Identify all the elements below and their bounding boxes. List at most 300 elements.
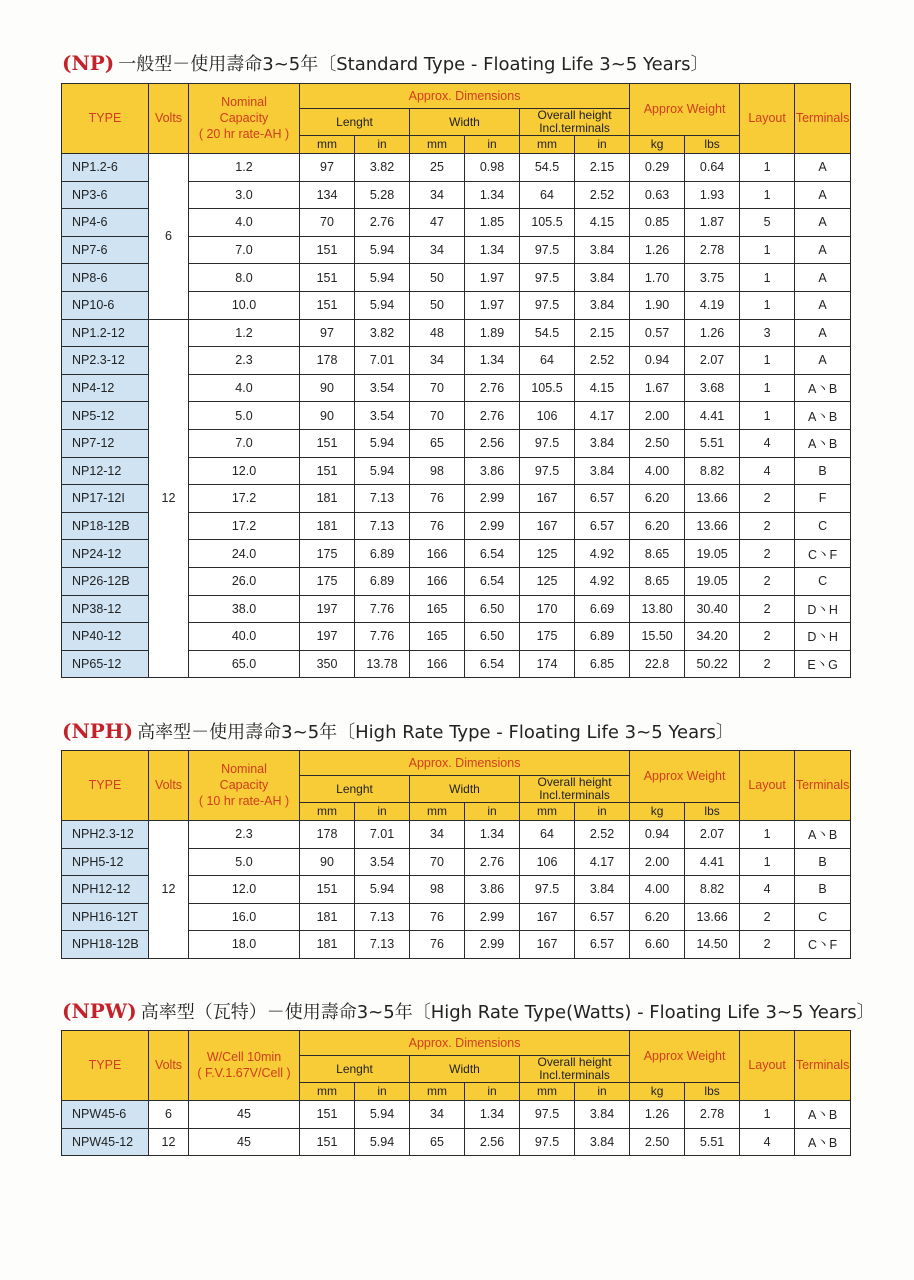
length-in-cell: 5.94 [355, 429, 410, 457]
length-mm-cell: 181 [300, 931, 355, 959]
length-header: Lenght [300, 776, 410, 803]
terminals-cell: A丶B [795, 1101, 851, 1129]
weight-lbs-cell: 3.68 [685, 374, 740, 402]
table-row [62, 1101, 851, 1129]
model-cell: NPW45-6 [62, 1101, 149, 1129]
width-in-cell: 2.99 [465, 512, 520, 540]
width-mm-cell: 34 [410, 347, 465, 375]
model-cell: NP5-12 [62, 402, 149, 430]
height-in-cell: 3.84 [575, 1128, 630, 1156]
terminals-cell: C丶F [795, 931, 851, 959]
length-mm-cell: 181 [300, 485, 355, 513]
height-in-cell: 6.57 [575, 512, 630, 540]
volts-cell: 12 [149, 319, 189, 678]
weight-kg-cell: 13.80 [630, 595, 685, 623]
weight-lbs-cell: 0.64 [685, 154, 740, 182]
capacity-cell: 12.0 [189, 457, 300, 485]
table-row [62, 821, 851, 849]
height-mm-cell: 64 [520, 821, 575, 849]
width-header: Width [410, 109, 520, 136]
terminals-header: Terminals [795, 751, 851, 821]
height-mm-cell: 64 [520, 181, 575, 209]
weight-kg-cell: 2.00 [630, 848, 685, 876]
model-cell: NPH5-12 [62, 848, 149, 876]
height-mm-cell: 167 [520, 903, 575, 931]
height-in-cell: 6.57 [575, 931, 630, 959]
table-row [62, 154, 851, 182]
length-mm-cell: 97 [300, 154, 355, 182]
layout-cell: 2 [740, 595, 795, 623]
length-in-cell: 3.54 [355, 374, 410, 402]
height-in-cell: 2.52 [575, 821, 630, 849]
length-mm-cell: 197 [300, 595, 355, 623]
unit-header-mm: mm [410, 1083, 465, 1101]
approx-dimensions-header: Approx. Dimensions [300, 751, 630, 776]
model-cell: NP24-12 [62, 540, 149, 568]
capacity-cell: 24.0 [189, 540, 300, 568]
layout-header: Layout [740, 751, 795, 821]
width-in-cell: 6.54 [465, 650, 520, 678]
length-in-cell: 5.94 [355, 291, 410, 319]
width-mm-cell: 70 [410, 848, 465, 876]
weight-kg-cell: 8.65 [630, 567, 685, 595]
width-mm-cell: 166 [410, 567, 465, 595]
series-title: 一般型－使用壽命3~5年〔Standard Type - Floating Life 3~5 Years〕 [118, 54, 709, 75]
layout-cell: 2 [740, 650, 795, 678]
overall-height-line: Incl.terminals [539, 788, 610, 802]
weight-lbs-cell: 5.51 [685, 1128, 740, 1156]
width-header: Width [410, 776, 520, 803]
length-in-cell: 2.76 [355, 209, 410, 237]
terminals-cell: A [795, 154, 851, 182]
width-in-cell: 2.99 [465, 931, 520, 959]
height-in-cell: 4.92 [575, 567, 630, 595]
volts-header: Volts [149, 751, 189, 821]
width-in-cell: 6.50 [465, 595, 520, 623]
capacity-cell: 26.0 [189, 567, 300, 595]
capacity-header [189, 1031, 300, 1101]
width-mm-cell: 76 [410, 931, 465, 959]
weight-kg-cell: 15.50 [630, 623, 685, 651]
width-mm-cell: 34 [410, 236, 465, 264]
terminals-cell: A [795, 181, 851, 209]
length-mm-cell: 151 [300, 1128, 355, 1156]
weight-lbs-cell: 8.82 [685, 876, 740, 904]
width-mm-cell: 70 [410, 374, 465, 402]
layout-cell: 4 [740, 876, 795, 904]
overall-height-line: Incl.terminals [539, 121, 610, 135]
model-cell: NP1.2-6 [62, 154, 149, 182]
width-mm-cell: 165 [410, 623, 465, 651]
height-in-cell: 6.85 [575, 650, 630, 678]
width-in-cell: 2.99 [465, 485, 520, 513]
height-mm-cell: 97.5 [520, 457, 575, 485]
length-mm-cell: 151 [300, 236, 355, 264]
height-mm-cell: 97.5 [520, 236, 575, 264]
terminals-cell: E丶G [795, 650, 851, 678]
width-mm-cell: 48 [410, 319, 465, 347]
table-row [62, 1128, 851, 1156]
capacity-cell: 5.0 [189, 848, 300, 876]
unit-header-kg: kg [630, 1083, 685, 1101]
approx-dimensions-header: Approx. Dimensions [300, 84, 630, 109]
height-in-cell: 3.84 [575, 457, 630, 485]
model-cell: NP26-12B [62, 567, 149, 595]
height-in-cell: 3.84 [575, 1101, 630, 1129]
terminals-cell: C [795, 567, 851, 595]
terminals-cell: B [795, 848, 851, 876]
capacity-header-line: Capacity [219, 111, 269, 125]
layout-cell: 3 [740, 319, 795, 347]
weight-kg-cell: 0.57 [630, 319, 685, 347]
width-in-cell: 1.97 [465, 291, 520, 319]
overall-height-header [520, 776, 630, 803]
length-in-cell: 5.94 [355, 876, 410, 904]
width-mm-cell: 98 [410, 457, 465, 485]
width-mm-cell: 76 [410, 485, 465, 513]
length-mm-cell: 97 [300, 319, 355, 347]
width-mm-cell: 166 [410, 540, 465, 568]
approx-weight-header: Approx Weight [630, 1031, 740, 1083]
weight-lbs-cell: 1.93 [685, 181, 740, 209]
weight-kg-cell: 6.20 [630, 512, 685, 540]
layout-cell: 1 [740, 848, 795, 876]
section-title [62, 998, 875, 1024]
capacity-cell: 65.0 [189, 650, 300, 678]
height-mm-cell: 167 [520, 931, 575, 959]
terminals-cell: F [795, 485, 851, 513]
capacity-header-line: ( F.V.1.67V/Cell ) [197, 1066, 291, 1080]
height-mm-cell: 64 [520, 347, 575, 375]
layout-cell: 1 [740, 1101, 795, 1129]
weight-kg-cell: 1.70 [630, 264, 685, 292]
unit-header-mm: mm [300, 1083, 355, 1101]
weight-lbs-cell: 19.05 [685, 567, 740, 595]
height-mm-cell: 97.5 [520, 1101, 575, 1129]
weight-lbs-cell: 5.51 [685, 429, 740, 457]
layout-cell: 1 [740, 154, 795, 182]
weight-lbs-cell: 2.78 [685, 1101, 740, 1129]
model-cell: NPH2.3-12 [62, 821, 149, 849]
length-in-cell: 7.13 [355, 485, 410, 513]
height-mm-cell: 97.5 [520, 429, 575, 457]
height-mm-cell: 54.5 [520, 154, 575, 182]
model-cell: NP1.2-12 [62, 319, 149, 347]
height-mm-cell: 170 [520, 595, 575, 623]
width-mm-cell: 70 [410, 402, 465, 430]
terminals-cell: A [795, 319, 851, 347]
layout-cell: 1 [740, 181, 795, 209]
height-mm-cell: 175 [520, 623, 575, 651]
height-in-cell: 2.15 [575, 319, 630, 347]
weight-lbs-cell: 1.26 [685, 319, 740, 347]
weight-kg-cell: 0.94 [630, 347, 685, 375]
layout-cell: 2 [740, 540, 795, 568]
terminals-cell: A [795, 347, 851, 375]
weight-kg-cell: 1.67 [630, 374, 685, 402]
model-cell: NPH16-12T [62, 903, 149, 931]
model-cell: NPW45-12 [62, 1128, 149, 1156]
length-header: Lenght [300, 1056, 410, 1083]
layout-cell: 2 [740, 903, 795, 931]
capacity-cell: 40.0 [189, 623, 300, 651]
weight-kg-cell: 6.60 [630, 931, 685, 959]
layout-cell: 2 [740, 512, 795, 540]
height-in-cell: 6.89 [575, 623, 630, 651]
terminals-cell: A [795, 264, 851, 292]
section-title [62, 718, 734, 744]
capacity-cell: 1.2 [189, 319, 300, 347]
height-in-cell: 3.84 [575, 429, 630, 457]
unit-header-in: in [355, 1083, 410, 1101]
length-mm-cell: 134 [300, 181, 355, 209]
layout-cell: 1 [740, 291, 795, 319]
model-cell: NP10-6 [62, 291, 149, 319]
terminals-cell: B [795, 457, 851, 485]
height-in-cell: 4.17 [575, 402, 630, 430]
width-header: Width [410, 1056, 520, 1083]
model-cell: NP40-12 [62, 623, 149, 651]
model-cell: NPH18-12B [62, 931, 149, 959]
unit-header-in: in [575, 803, 630, 821]
unit-header-in: in [575, 1083, 630, 1101]
length-in-cell: 5.94 [355, 457, 410, 485]
height-mm-cell: 105.5 [520, 209, 575, 237]
terminals-cell: D丶H [795, 623, 851, 651]
height-in-cell: 6.57 [575, 903, 630, 931]
width-mm-cell: 166 [410, 650, 465, 678]
length-in-cell: 5.28 [355, 181, 410, 209]
unit-header-in: in [355, 803, 410, 821]
length-mm-cell: 70 [300, 209, 355, 237]
weight-lbs-cell: 2.07 [685, 821, 740, 849]
terminals-cell: A [795, 209, 851, 237]
layout-cell: 1 [740, 264, 795, 292]
length-mm-cell: 178 [300, 347, 355, 375]
length-in-cell: 7.01 [355, 347, 410, 375]
capacity-header-line: ( 20 hr rate-AH ) [198, 127, 290, 141]
weight-kg-cell: 2.50 [630, 1128, 685, 1156]
weight-kg-cell: 0.29 [630, 154, 685, 182]
weight-lbs-cell: 13.66 [685, 485, 740, 513]
capacity-cell: 45 [189, 1101, 300, 1129]
height-in-cell: 6.69 [575, 595, 630, 623]
width-mm-cell: 34 [410, 1101, 465, 1129]
terminals-cell: B [795, 876, 851, 904]
length-mm-cell: 151 [300, 429, 355, 457]
length-mm-cell: 175 [300, 540, 355, 568]
capacity-cell: 1.2 [189, 154, 300, 182]
overall-height-header [520, 1056, 630, 1083]
series-code: (NPW) [62, 999, 137, 1023]
width-mm-cell: 34 [410, 821, 465, 849]
overall-height-header [520, 109, 630, 136]
unit-header-mm: mm [300, 136, 355, 154]
width-in-cell: 2.76 [465, 848, 520, 876]
layout-cell: 2 [740, 567, 795, 595]
length-in-cell: 5.94 [355, 1101, 410, 1129]
overall-height-line: Overall height [537, 108, 612, 122]
length-mm-cell: 151 [300, 291, 355, 319]
height-in-cell: 4.17 [575, 848, 630, 876]
volts-cell: 12 [149, 821, 189, 959]
capacity-cell: 18.0 [189, 931, 300, 959]
capacity-cell: 2.3 [189, 821, 300, 849]
width-in-cell: 6.50 [465, 623, 520, 651]
width-mm-cell: 47 [410, 209, 465, 237]
terminals-cell: A丶B [795, 1128, 851, 1156]
model-cell: NP65-12 [62, 650, 149, 678]
width-in-cell: 1.85 [465, 209, 520, 237]
height-mm-cell: 174 [520, 650, 575, 678]
length-in-cell: 3.54 [355, 402, 410, 430]
height-mm-cell: 125 [520, 540, 575, 568]
width-in-cell: 1.89 [465, 319, 520, 347]
unit-header-mm: mm [300, 803, 355, 821]
series-code: (NPH) [62, 719, 134, 743]
length-mm-cell: 350 [300, 650, 355, 678]
weight-kg-cell: 4.00 [630, 457, 685, 485]
unit-header-lbs: lbs [685, 803, 740, 821]
layout-cell: 1 [740, 821, 795, 849]
volts-header: Volts [149, 1031, 189, 1101]
capacity-cell: 12.0 [189, 876, 300, 904]
capacity-cell: 17.2 [189, 485, 300, 513]
weight-lbs-cell: 50.22 [685, 650, 740, 678]
length-mm-cell: 151 [300, 457, 355, 485]
capacity-cell: 17.2 [189, 512, 300, 540]
series-title: 高率型（瓦特）－使用壽命3~5年〔High Rate Type(Watts) - Floating Life 3~5 Years〕 [140, 1002, 875, 1023]
weight-lbs-cell: 30.40 [685, 595, 740, 623]
length-in-cell: 3.82 [355, 154, 410, 182]
weight-kg-cell: 22.8 [630, 650, 685, 678]
width-in-cell: 6.54 [465, 540, 520, 568]
height-mm-cell: 97.5 [520, 876, 575, 904]
length-in-cell: 13.78 [355, 650, 410, 678]
capacity-header [189, 751, 300, 821]
weight-lbs-cell: 14.50 [685, 931, 740, 959]
height-in-cell: 4.92 [575, 540, 630, 568]
length-mm-cell: 175 [300, 567, 355, 595]
terminals-cell: C [795, 903, 851, 931]
length-mm-cell: 197 [300, 623, 355, 651]
spec-table [61, 83, 851, 678]
width-in-cell: 3.86 [465, 876, 520, 904]
capacity-cell: 8.0 [189, 264, 300, 292]
model-cell: NP2.3-12 [62, 347, 149, 375]
height-mm-cell: 97.5 [520, 264, 575, 292]
terminals-cell: A [795, 236, 851, 264]
weight-kg-cell: 2.50 [630, 429, 685, 457]
spec-table [61, 750, 851, 959]
weight-kg-cell: 6.20 [630, 485, 685, 513]
type-header: TYPE [62, 1031, 149, 1101]
unit-header-lbs: lbs [685, 1083, 740, 1101]
length-in-cell: 7.13 [355, 512, 410, 540]
layout-header: Layout [740, 84, 795, 154]
width-in-cell: 6.54 [465, 567, 520, 595]
layout-cell: 4 [740, 457, 795, 485]
weight-kg-cell: 2.00 [630, 402, 685, 430]
width-in-cell: 2.76 [465, 402, 520, 430]
type-header: TYPE [62, 751, 149, 821]
height-mm-cell: 97.5 [520, 291, 575, 319]
length-header: Lenght [300, 109, 410, 136]
height-in-cell: 2.15 [575, 154, 630, 182]
model-cell: NP4-12 [62, 374, 149, 402]
section-title [62, 50, 709, 76]
capacity-cell: 4.0 [189, 374, 300, 402]
height-mm-cell: 106 [520, 848, 575, 876]
weight-kg-cell: 1.26 [630, 236, 685, 264]
height-mm-cell: 54.5 [520, 319, 575, 347]
spec-table [61, 1030, 851, 1156]
model-cell: NP18-12B [62, 512, 149, 540]
height-in-cell: 4.15 [575, 374, 630, 402]
length-mm-cell: 151 [300, 876, 355, 904]
length-in-cell: 7.76 [355, 623, 410, 651]
width-mm-cell: 50 [410, 264, 465, 292]
unit-header-mm: mm [520, 136, 575, 154]
length-mm-cell: 90 [300, 402, 355, 430]
width-in-cell: 0.98 [465, 154, 520, 182]
length-mm-cell: 181 [300, 903, 355, 931]
capacity-cell: 45 [189, 1128, 300, 1156]
terminals-cell: A丶B [795, 429, 851, 457]
capacity-header-line: W/Cell 10min [206, 1050, 282, 1064]
length-in-cell: 5.94 [355, 236, 410, 264]
length-in-cell: 7.13 [355, 931, 410, 959]
length-in-cell: 3.82 [355, 319, 410, 347]
capacity-cell: 38.0 [189, 595, 300, 623]
capacity-cell: 2.3 [189, 347, 300, 375]
capacity-cell: 4.0 [189, 209, 300, 237]
volts-cell: 6 [149, 1101, 189, 1129]
length-mm-cell: 151 [300, 264, 355, 292]
series-code: (NP) [62, 51, 115, 75]
unit-header-kg: kg [630, 136, 685, 154]
weight-lbs-cell: 19.05 [685, 540, 740, 568]
width-in-cell: 1.34 [465, 347, 520, 375]
weight-lbs-cell: 1.87 [685, 209, 740, 237]
height-in-cell: 6.57 [575, 485, 630, 513]
length-in-cell: 3.54 [355, 848, 410, 876]
unit-header-in: in [575, 136, 630, 154]
height-in-cell: 3.84 [575, 264, 630, 292]
length-in-cell: 7.13 [355, 903, 410, 931]
length-in-cell: 7.01 [355, 821, 410, 849]
height-in-cell: 2.52 [575, 347, 630, 375]
weight-kg-cell: 1.90 [630, 291, 685, 319]
height-mm-cell: 167 [520, 485, 575, 513]
weight-lbs-cell: 2.07 [685, 347, 740, 375]
unit-header-mm: mm [410, 803, 465, 821]
layout-cell: 4 [740, 429, 795, 457]
width-in-cell: 1.97 [465, 264, 520, 292]
height-in-cell: 3.84 [575, 291, 630, 319]
weight-kg-cell: 4.00 [630, 876, 685, 904]
layout-cell: 1 [740, 236, 795, 264]
layout-header: Layout [740, 1031, 795, 1101]
length-in-cell: 5.94 [355, 1128, 410, 1156]
height-mm-cell: 167 [520, 512, 575, 540]
terminals-cell: C丶F [795, 540, 851, 568]
width-in-cell: 1.34 [465, 181, 520, 209]
width-mm-cell: 65 [410, 429, 465, 457]
length-mm-cell: 90 [300, 374, 355, 402]
weight-kg-cell: 1.26 [630, 1101, 685, 1129]
approx-weight-header: Approx Weight [630, 751, 740, 803]
